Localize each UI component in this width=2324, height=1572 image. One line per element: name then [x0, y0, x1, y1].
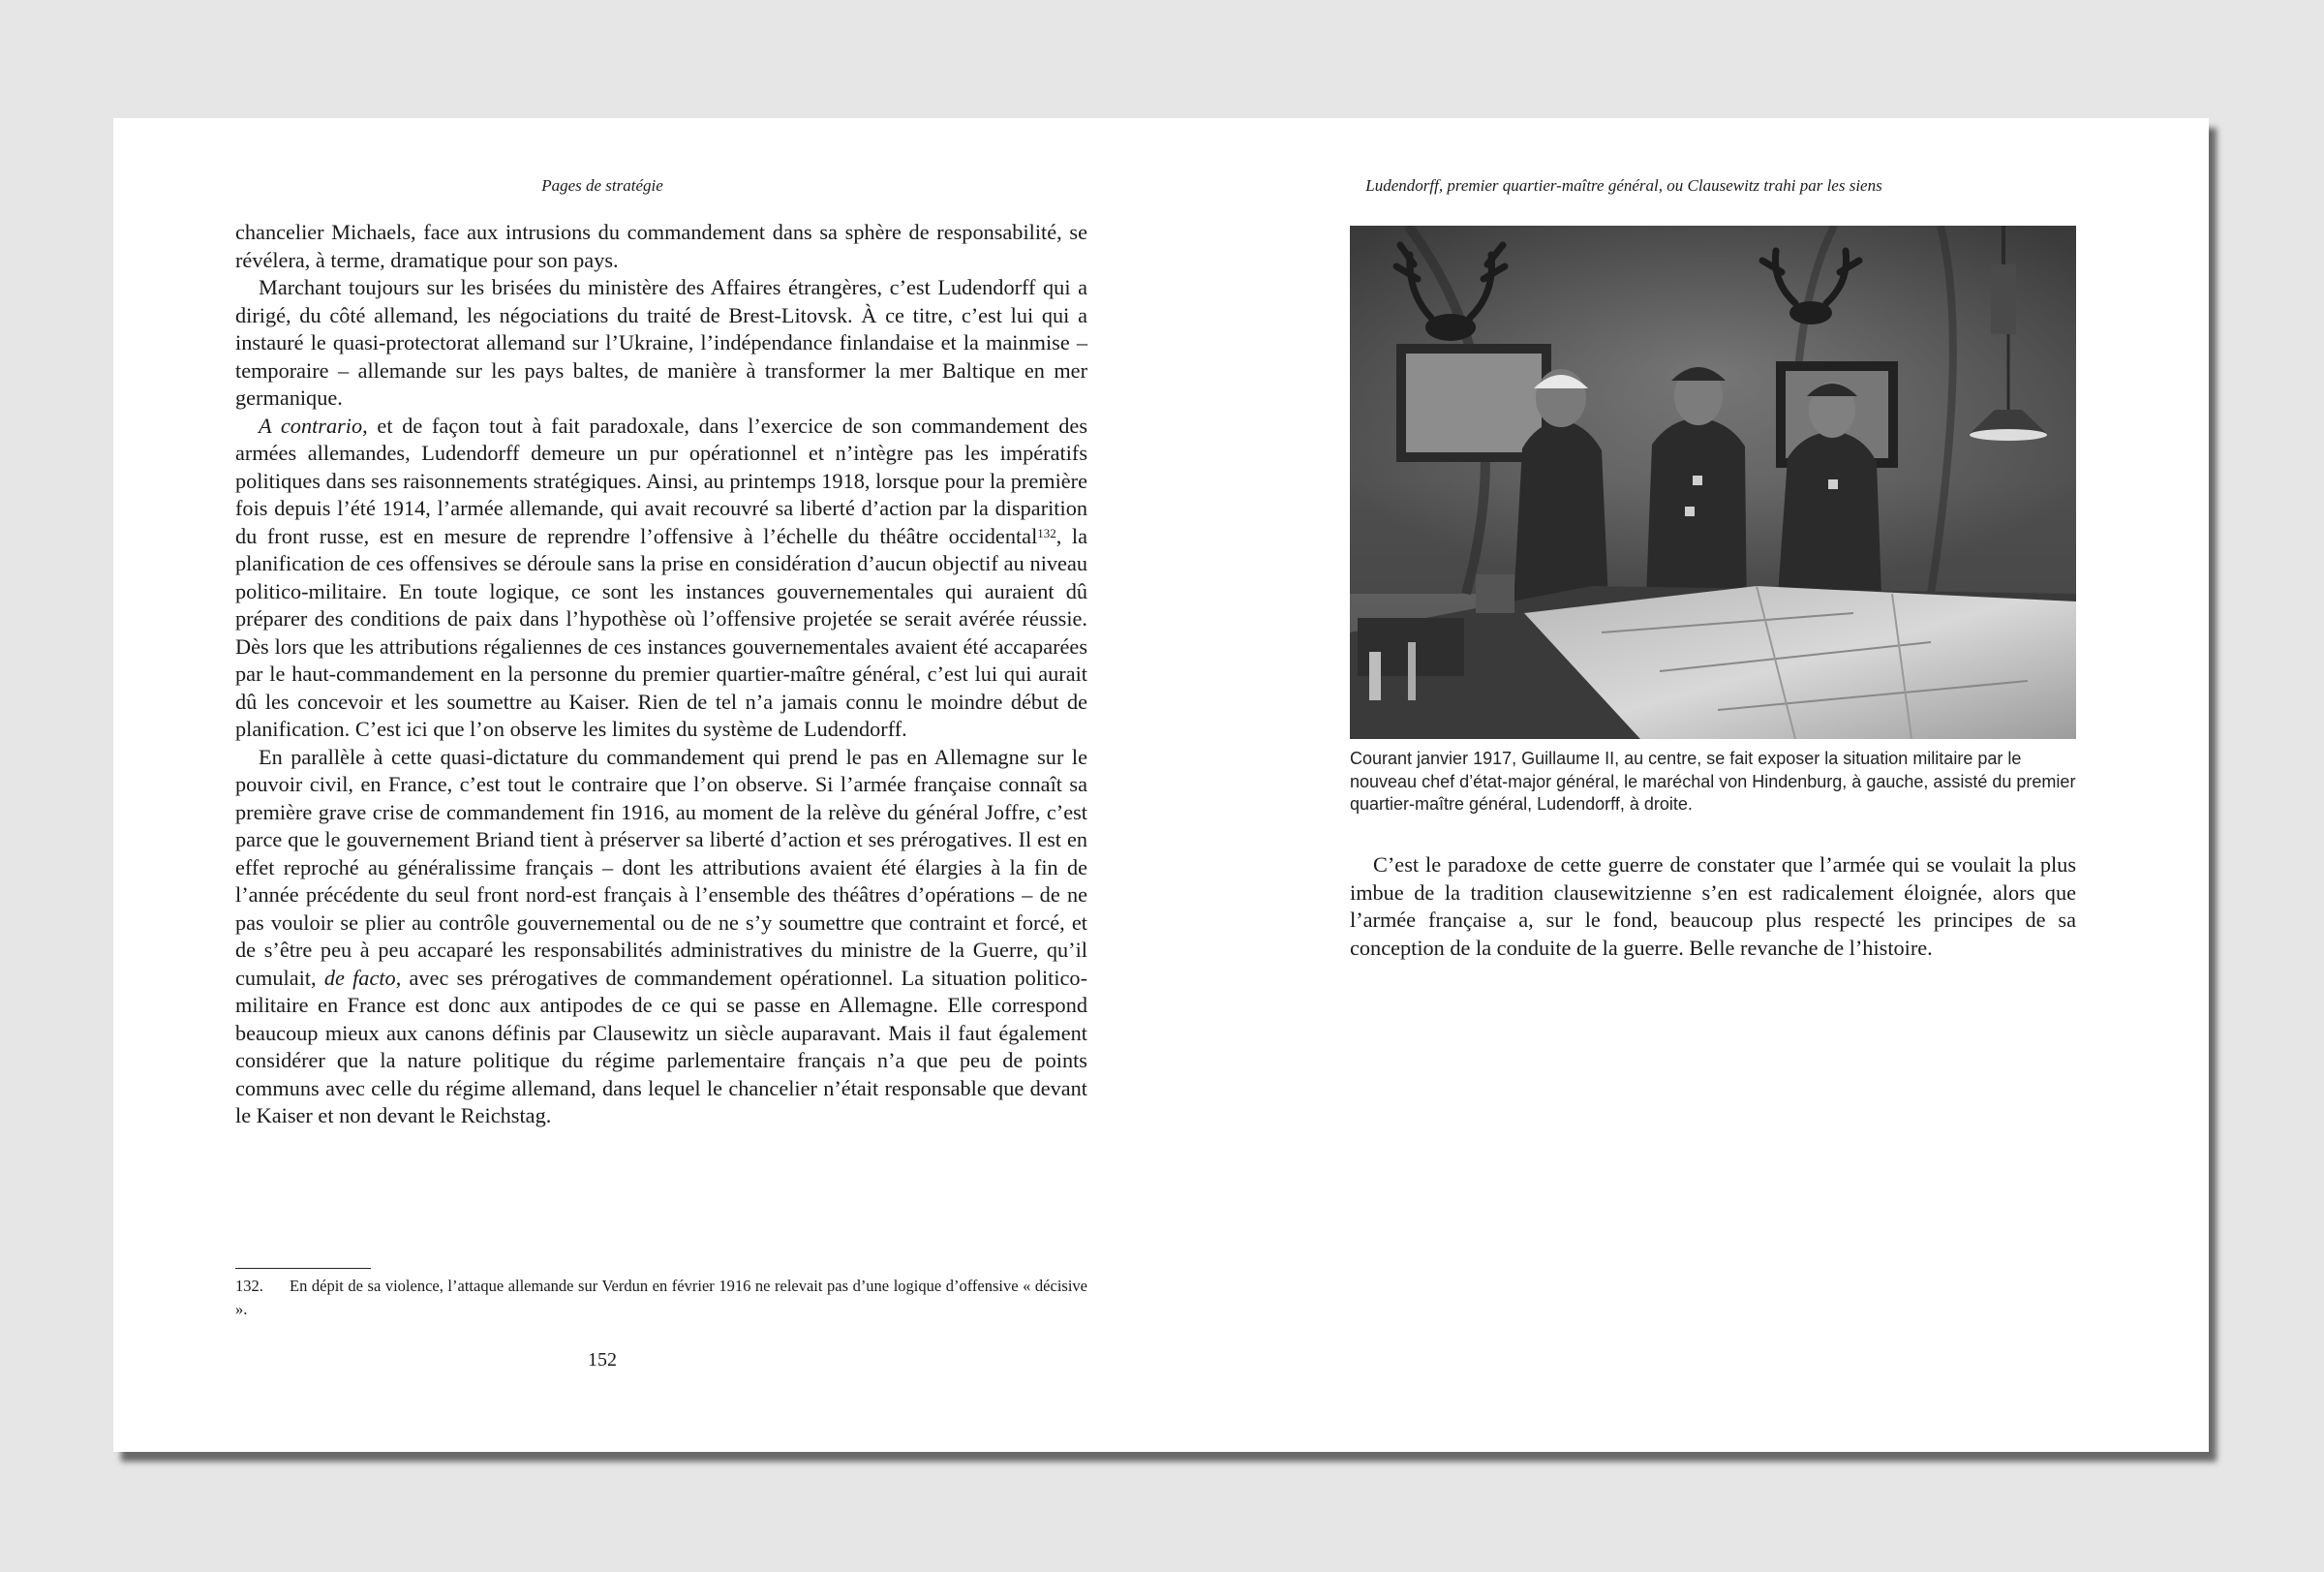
- paragraph-2: Marchant toujours sur les brisées du ministère des Affaires étrangères, c’est Ludendorff qui a dirigé, du côté allemand, les négociations du traité de Brest-Litovsk. À ce titre, c’est lui qui a instauré le quasi-protectorat allemand sur l’Ukraine, l’indépendance finlandaise et la mainmise – temporaire – allemande sur les pays baltes, de manière à transformer la mer Baltique en mer germanique.: [235, 275, 1087, 410]
- paragraph-3-text-a: , et de façon tout à fait paradoxale, dans l’exercice de son commandement des armées allemandes, Ludendorff demeure un pur opérationnel et n’intègre pas les impératifs politiques dans ses raisonnements stratégiques. Ainsi, au printemps 1918, lorsque pour la première fois depuis l’été 1914, l’armée allemande, qui avait recouvré sa liberté d’action par la disparition du front russe, est en mesure de reprendre l’offensive à l’échelle du théâtre occidental: [235, 413, 1087, 548]
- italic-de-facto: de facto: [323, 965, 396, 990]
- paragraph-4-text-a: En parallèle à cette quasi-dictature du commandement qui prend le pas en Allemagne sur le pouvoir civil, en France, c’est tout le contraire que l’on observe. Si l’armée française connaît sa première grave crise de commandement fin 1916, au moment de la relève du général Joffre, c’est parce que le gouvernement Briand tient à préserver sa liberté d’action et ses prérogatives. Il est en effet reproché au généralissime français – dont les attributions avaient été élargies à la fin de l’année précédente du seul front nord-est français à l’ensemble des théâtres d’opérations – de ne pas vouloir se plier au contrôle gouvernemental ou de ne s’y soumettre que contraint et forcé, et de s’être peu à peu accaparé les responsabilités administratives du ministre de la Guerre, qu’il cumulait,: [235, 744, 1087, 990]
- historical-photograph: [1350, 226, 2076, 739]
- footnote: [235, 1275, 1087, 1321]
- footnote-divider: [235, 1268, 371, 1269]
- right-paragraph: C’est le paradoxe de cette guerre de constater que l’armée qui se voulait la plus imbue de la tradition clausewitzienne s’en est radicalement éloignée, alors que l’armée française a, sur le fond, beaucoup plus respecté les principes de sa conception de la conduite de la guerre. Belle revanche de l’histoire.: [1350, 852, 2076, 960]
- running-head-right: Ludendorff, premier quartier-maître général, ou Clausewitz trahi par les siens: [1365, 176, 1882, 195]
- right-page-body: [1350, 851, 2076, 962]
- book-spread: [113, 118, 2209, 1452]
- left-page-body: [235, 219, 1087, 1130]
- italic-a-contrario: A contrario: [259, 413, 363, 438]
- paragraph-4-text-b: , avec ses prérogatives de commandement opérationnel. La situation politico-militaire en France est donc aux antipodes de ce qui se passe en Allemagne. Elle correspond beaucoup mieux aux canons définis par Clausewitz un siècle auparavant. Mais il faut également considérer que la nature politique du régime parlementaire français n’a que peu de points communs avec celle du régime allemand, dans lequel le chancelier n’était responsable que devant le Kaiser et non devant le Reichstag.: [235, 965, 1088, 1127]
- paragraph-3-text-b: , la planification de ces offensives se déroule sans la prise en considération d’aucun objectif au niveau politico-militaire. En toute logique, ce sont les instances gouvernementales qui auraient dû préparer des conditions de paix dans l’hypothèse où l’offensive projetée se serait avérée réussie. Dès lors que les attributions régaliennes de ces instances gouvernementales avaient été accaparées par le haut-commandement en la personne du premier quartier-maître général, c’est lui qui aurait dû les concevoir et les soumettre au Kaiser. Rien de tel n’a jamais connu le moindre début de planification. C’est ici que l’on observe les limites du système de Ludendorff.: [235, 523, 1087, 741]
- footnote-reference[interactable]: 132: [1037, 525, 1056, 540]
- paragraph-4: [235, 744, 1087, 1130]
- footnote-text: En dépit de sa violence, l’attaque allemande sur Verdun en février 1916 ne relevait pas d’une logique d’offensive « décisive ».: [235, 1277, 1087, 1318]
- running-head-left: Pages de stratégie: [541, 176, 663, 195]
- page-number: 152: [588, 1349, 617, 1371]
- paragraph-3: [235, 413, 1087, 744]
- paragraph-1: chancelier Michaels, face aux intrusions du commandement dans sa sphère de responsabilité, se révélera, à terme, dramatique pour son pays.: [235, 220, 1087, 272]
- footnote-number: 132.: [235, 1277, 263, 1295]
- photo-caption: Courant janvier 1917, Guillaume II, au centre, se fait exposer la situation militaire par le nouveau chef d’état-major général, le maréchal von Hindenburg, à gauche, assisté du premier quartier-maître général, Ludendorff, à droite.: [1350, 749, 2076, 814]
